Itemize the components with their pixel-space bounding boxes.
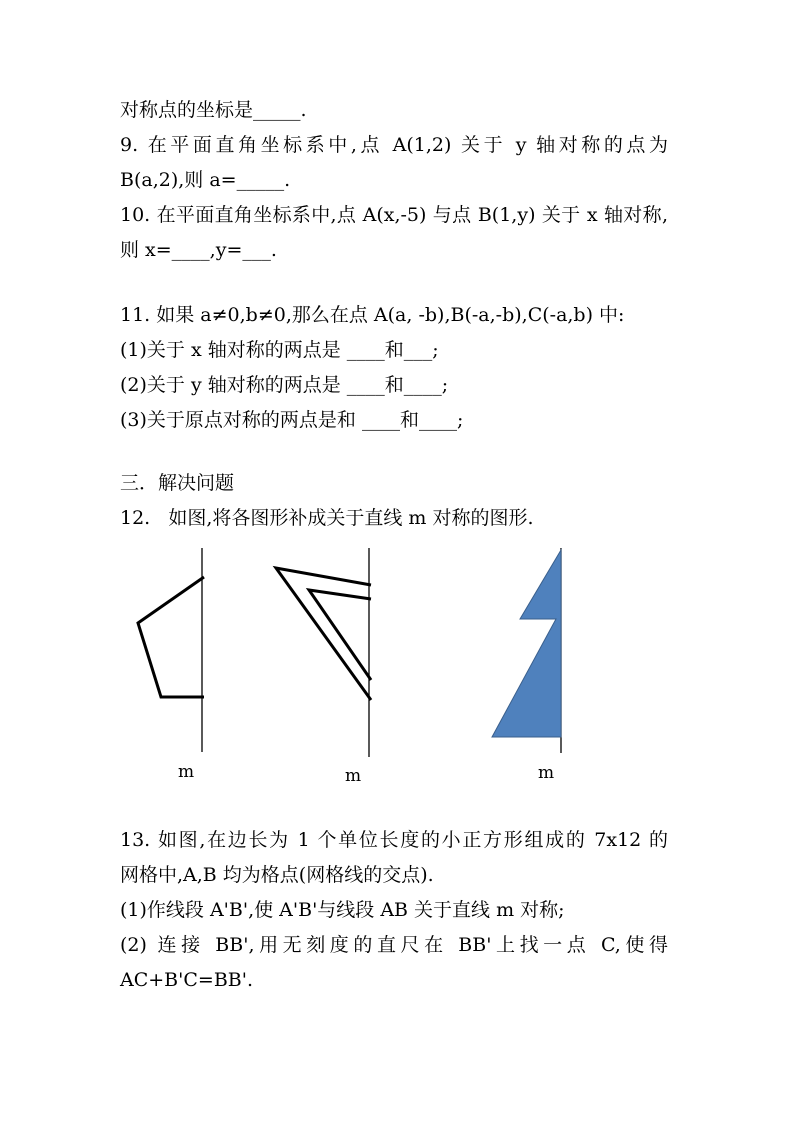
question-13-line-2: 网格中,A,B 均为格点(网格线的交点). xyxy=(120,864,434,886)
figure-3-shape xyxy=(492,550,561,737)
figure-1-shape xyxy=(138,577,204,697)
question-13-part-1: (1)作线段 A'B',使 A'B'与线段 AB 关于直线 m 对称; xyxy=(120,899,565,921)
figure-3-filled-shape xyxy=(492,548,561,753)
question-12: 12. 如图,将各图形补成关于直线 m 对称的图形. xyxy=(120,507,534,529)
figure-1-m-label: m xyxy=(178,762,195,782)
figure-1-half-pentagon xyxy=(138,548,204,752)
question-9-line-2: B(a,2),则 a=_____. xyxy=(120,169,291,191)
question-11-part-1: (1)关于 x 轴对称的两点是 ____和___; xyxy=(120,339,439,361)
question-10-line-1: 10. 在平面直角坐标系中,点 A(x,-5) 与点 B(1,y) 关于 x 轴对称, xyxy=(120,204,668,226)
figure-2-m-label: m xyxy=(345,766,362,786)
question-10-line-2: 则 x=____,y=___. xyxy=(120,239,277,261)
question-11-part-3: (3)关于原点对称的两点是和 ____和____; xyxy=(120,409,464,431)
figure-2-inner-shape xyxy=(309,590,371,680)
text-line-1: 对称点的坐标是_____. xyxy=(120,99,307,121)
figure-2-outer-shape xyxy=(276,568,371,700)
section-heading: 三．解决问题 xyxy=(120,472,235,494)
question-11-line-1: 11. 如果 a≠0,b≠0,那么在点 A(a, -b),B(-a,-b),C(-a,b) 中: xyxy=(120,304,625,326)
question-13-part-2-cont: AC+B'C=BB'. xyxy=(120,969,254,991)
question-9-line-1: 9. 在平面直角坐标系中,点 A(1,2) 关于 y 轴对称的点为 xyxy=(120,134,668,156)
question-11-part-2: (2)关于 y 轴对称的两点是 ____和____; xyxy=(120,374,449,396)
question-13-line-1: 13. 如图,在边长为 1 个单位长度的小正方形组成的 7x12 的 xyxy=(120,829,668,851)
figure-2-half-triangle-frame xyxy=(276,548,371,757)
figure-3-m-label: m xyxy=(538,763,555,783)
question-13-part-2: (2) 连接 BB',用无刻度的直尺在 BB'上找一点 C,使得 xyxy=(120,934,668,956)
